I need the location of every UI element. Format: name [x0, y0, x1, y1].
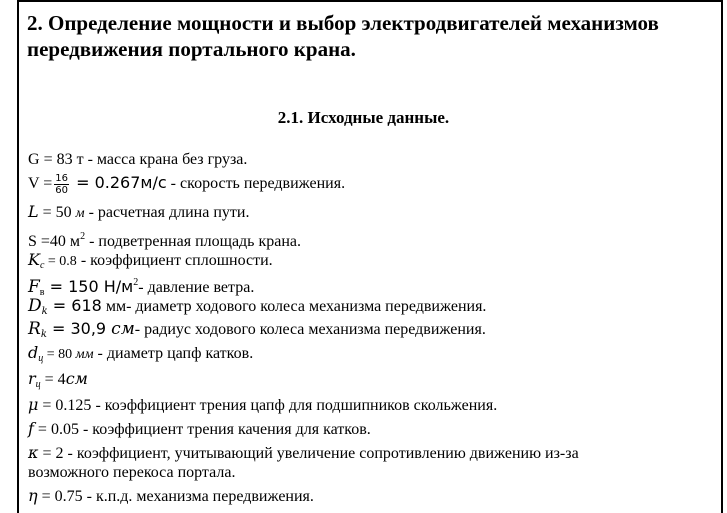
param-value: = 0.8	[44, 254, 77, 269]
param-journal-radius	[28, 369, 88, 395]
param-subscript: k	[40, 329, 47, 340]
param-description: - коэффициент трения цапф для подшипников скольжения.	[91, 397, 498, 414]
param-description: - масса крана без груза.	[83, 151, 248, 168]
param-symbol: V =	[28, 175, 53, 193]
param-area	[28, 227, 301, 252]
param-efficiency	[28, 486, 314, 507]
param-superscript: 2	[80, 231, 86, 242]
param-description: - подветренная площадь крана.	[85, 233, 302, 250]
param-wheel-radius	[28, 319, 486, 345]
param-unit: см	[65, 369, 88, 388]
param-rolling-friction	[28, 419, 371, 440]
param-description: - радиус ходового колеса механизма передвижения.	[134, 321, 486, 338]
param-skew-coefficient-continued	[28, 463, 235, 483]
param-description: - расчетная длина пути.	[84, 204, 250, 221]
param-symbol: κ	[28, 443, 39, 462]
param-value: = 0.05	[33, 421, 79, 438]
param-subscript: c	[39, 260, 45, 271]
param-description: - коэффициент сплошности.	[76, 252, 273, 269]
param-value: = 80	[43, 347, 76, 362]
param-value: = 50	[38, 204, 76, 221]
param-unit: мм	[75, 347, 94, 362]
param-description: - коэффициент, учитывающий увеличение сопротивлению движению из-за	[63, 445, 579, 462]
param-symbol: r	[28, 369, 36, 388]
param-mass	[28, 150, 247, 170]
param-symbol: R	[28, 319, 41, 339]
param-symbol: S	[28, 233, 37, 250]
param-subscript: в	[39, 287, 45, 298]
param-superscript: 2	[133, 277, 139, 288]
param-description: - коэффициент трения качения для катков.	[78, 421, 371, 438]
param-value: = 4	[40, 371, 66, 388]
param-value: = 0.267м/с	[71, 173, 167, 193]
param-length	[28, 202, 249, 224]
param-symbol: L	[28, 202, 39, 221]
param-value: = 150 Н/м	[44, 277, 134, 296]
param-unit: м	[75, 206, 85, 221]
fraction	[54, 173, 69, 196]
param-skew-coefficient	[28, 443, 579, 464]
param-value: = 0.125	[38, 397, 92, 414]
param-value: = 0.75	[37, 488, 83, 505]
param-symbol: D	[28, 296, 42, 316]
param-symbol: d	[28, 343, 39, 362]
subsection-title: 2.1. Исходные данные.	[277, 108, 450, 127]
fraction-numerator: 16	[55, 173, 69, 184]
param-description: мм- диаметр ходового колеса механизма передвижения.	[101, 298, 487, 315]
param-value: = 618	[47, 296, 102, 315]
param-symbol: η	[28, 486, 38, 505]
param-value: =40 м	[36, 233, 81, 250]
section-title: 2. Определение мощности и выбор электродвигателей механизмов передвижения портального крана.	[27, 11, 659, 61]
fraction-denominator: 60	[55, 185, 69, 196]
param-symbol: f	[28, 419, 34, 438]
param-symbol: G	[28, 151, 40, 168]
param-speed	[28, 173, 345, 196]
param-description: - к.п.д. механизма передвижения.	[82, 488, 314, 505]
param-value: = 83 т	[39, 151, 84, 168]
param-subscript: ц	[38, 353, 44, 364]
param-symbol: μ	[28, 395, 39, 414]
param-symbol: F	[28, 277, 40, 297]
param-value: = 2	[38, 445, 64, 462]
param-description: - скорость передвижения.	[166, 175, 346, 193]
param-subscript: ц	[35, 379, 41, 390]
param-subscript: k	[41, 306, 48, 317]
param-description-continued: возможного перекоса портала.	[28, 464, 236, 481]
param-unit: см	[111, 319, 135, 339]
param-symbol: K	[28, 250, 40, 269]
param-journal-friction	[28, 395, 497, 416]
param-journal-diameter	[28, 343, 253, 369]
param-value: = 30,9	[46, 319, 112, 338]
param-description: - диаметр цапф катков.	[93, 345, 254, 362]
param-description: - давление ветра.	[138, 279, 255, 296]
